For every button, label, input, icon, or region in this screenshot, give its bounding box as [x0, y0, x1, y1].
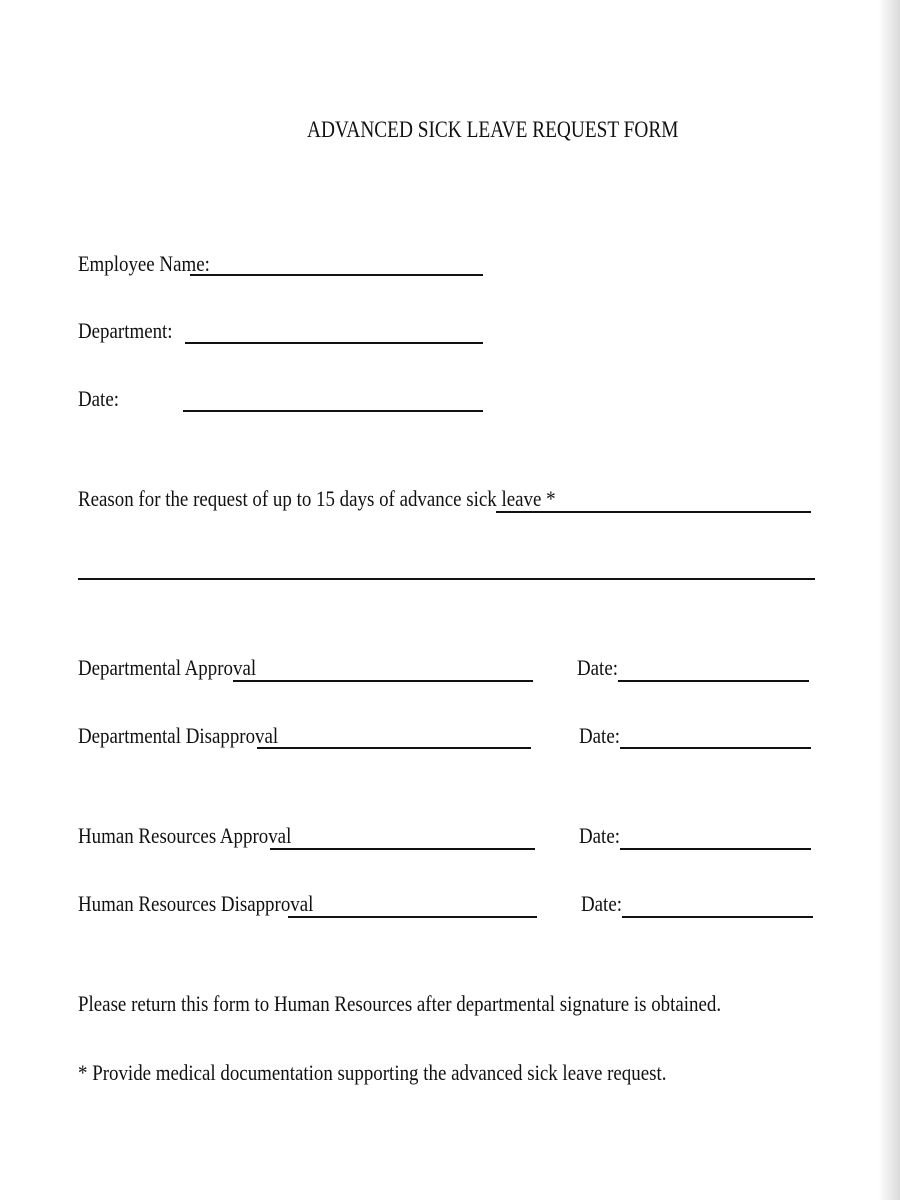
employee-name-label: Employee Name: — [78, 251, 210, 276]
employee-name-line[interactable] — [190, 274, 483, 276]
form-title: ADVANCED SICK LEAVE REQUEST FORM — [307, 117, 679, 142]
department-line[interactable] — [185, 342, 483, 344]
dept-approval-signature-line[interactable] — [233, 680, 533, 682]
return-instruction: Please return this form to Human Resources after departmental signature is obtained. — [78, 991, 722, 1016]
reason-line-2[interactable] — [78, 578, 815, 580]
dept-approval-label: Departmental Approval — [78, 655, 257, 680]
dept-disapproval-date-label: Date: — [579, 723, 620, 748]
page-edge-shadow — [878, 0, 900, 1200]
dept-disapproval-label: Departmental Disapproval — [78, 723, 279, 748]
reason-line-1[interactable] — [496, 511, 811, 513]
dept-approval-date-line[interactable] — [618, 680, 809, 682]
hr-approval-signature-line[interactable] — [270, 848, 535, 850]
hr-disapproval-label: Human Resources Disapproval — [78, 891, 314, 916]
date-label: Date: — [78, 386, 119, 411]
hr-approval-label: Human Resources Approval — [78, 823, 292, 848]
medical-documentation-note: * Provide medical documentation supporting the advanced sick leave request. — [78, 1060, 667, 1085]
reason-label: Reason for the request of up to 15 days of advance sick leave * — [78, 486, 556, 511]
hr-approval-date-line[interactable] — [620, 848, 811, 850]
dept-approval-date-label: Date: — [577, 655, 618, 680]
hr-approval-date-label: Date: — [579, 823, 620, 848]
dept-disapproval-signature-line[interactable] — [257, 747, 531, 749]
date-line[interactable] — [183, 410, 483, 412]
hr-disapproval-date-line[interactable] — [622, 916, 813, 918]
department-label: Department: — [78, 318, 173, 343]
hr-disapproval-signature-line[interactable] — [288, 916, 537, 918]
hr-disapproval-date-label: Date: — [581, 891, 622, 916]
dept-disapproval-date-line[interactable] — [620, 747, 811, 749]
